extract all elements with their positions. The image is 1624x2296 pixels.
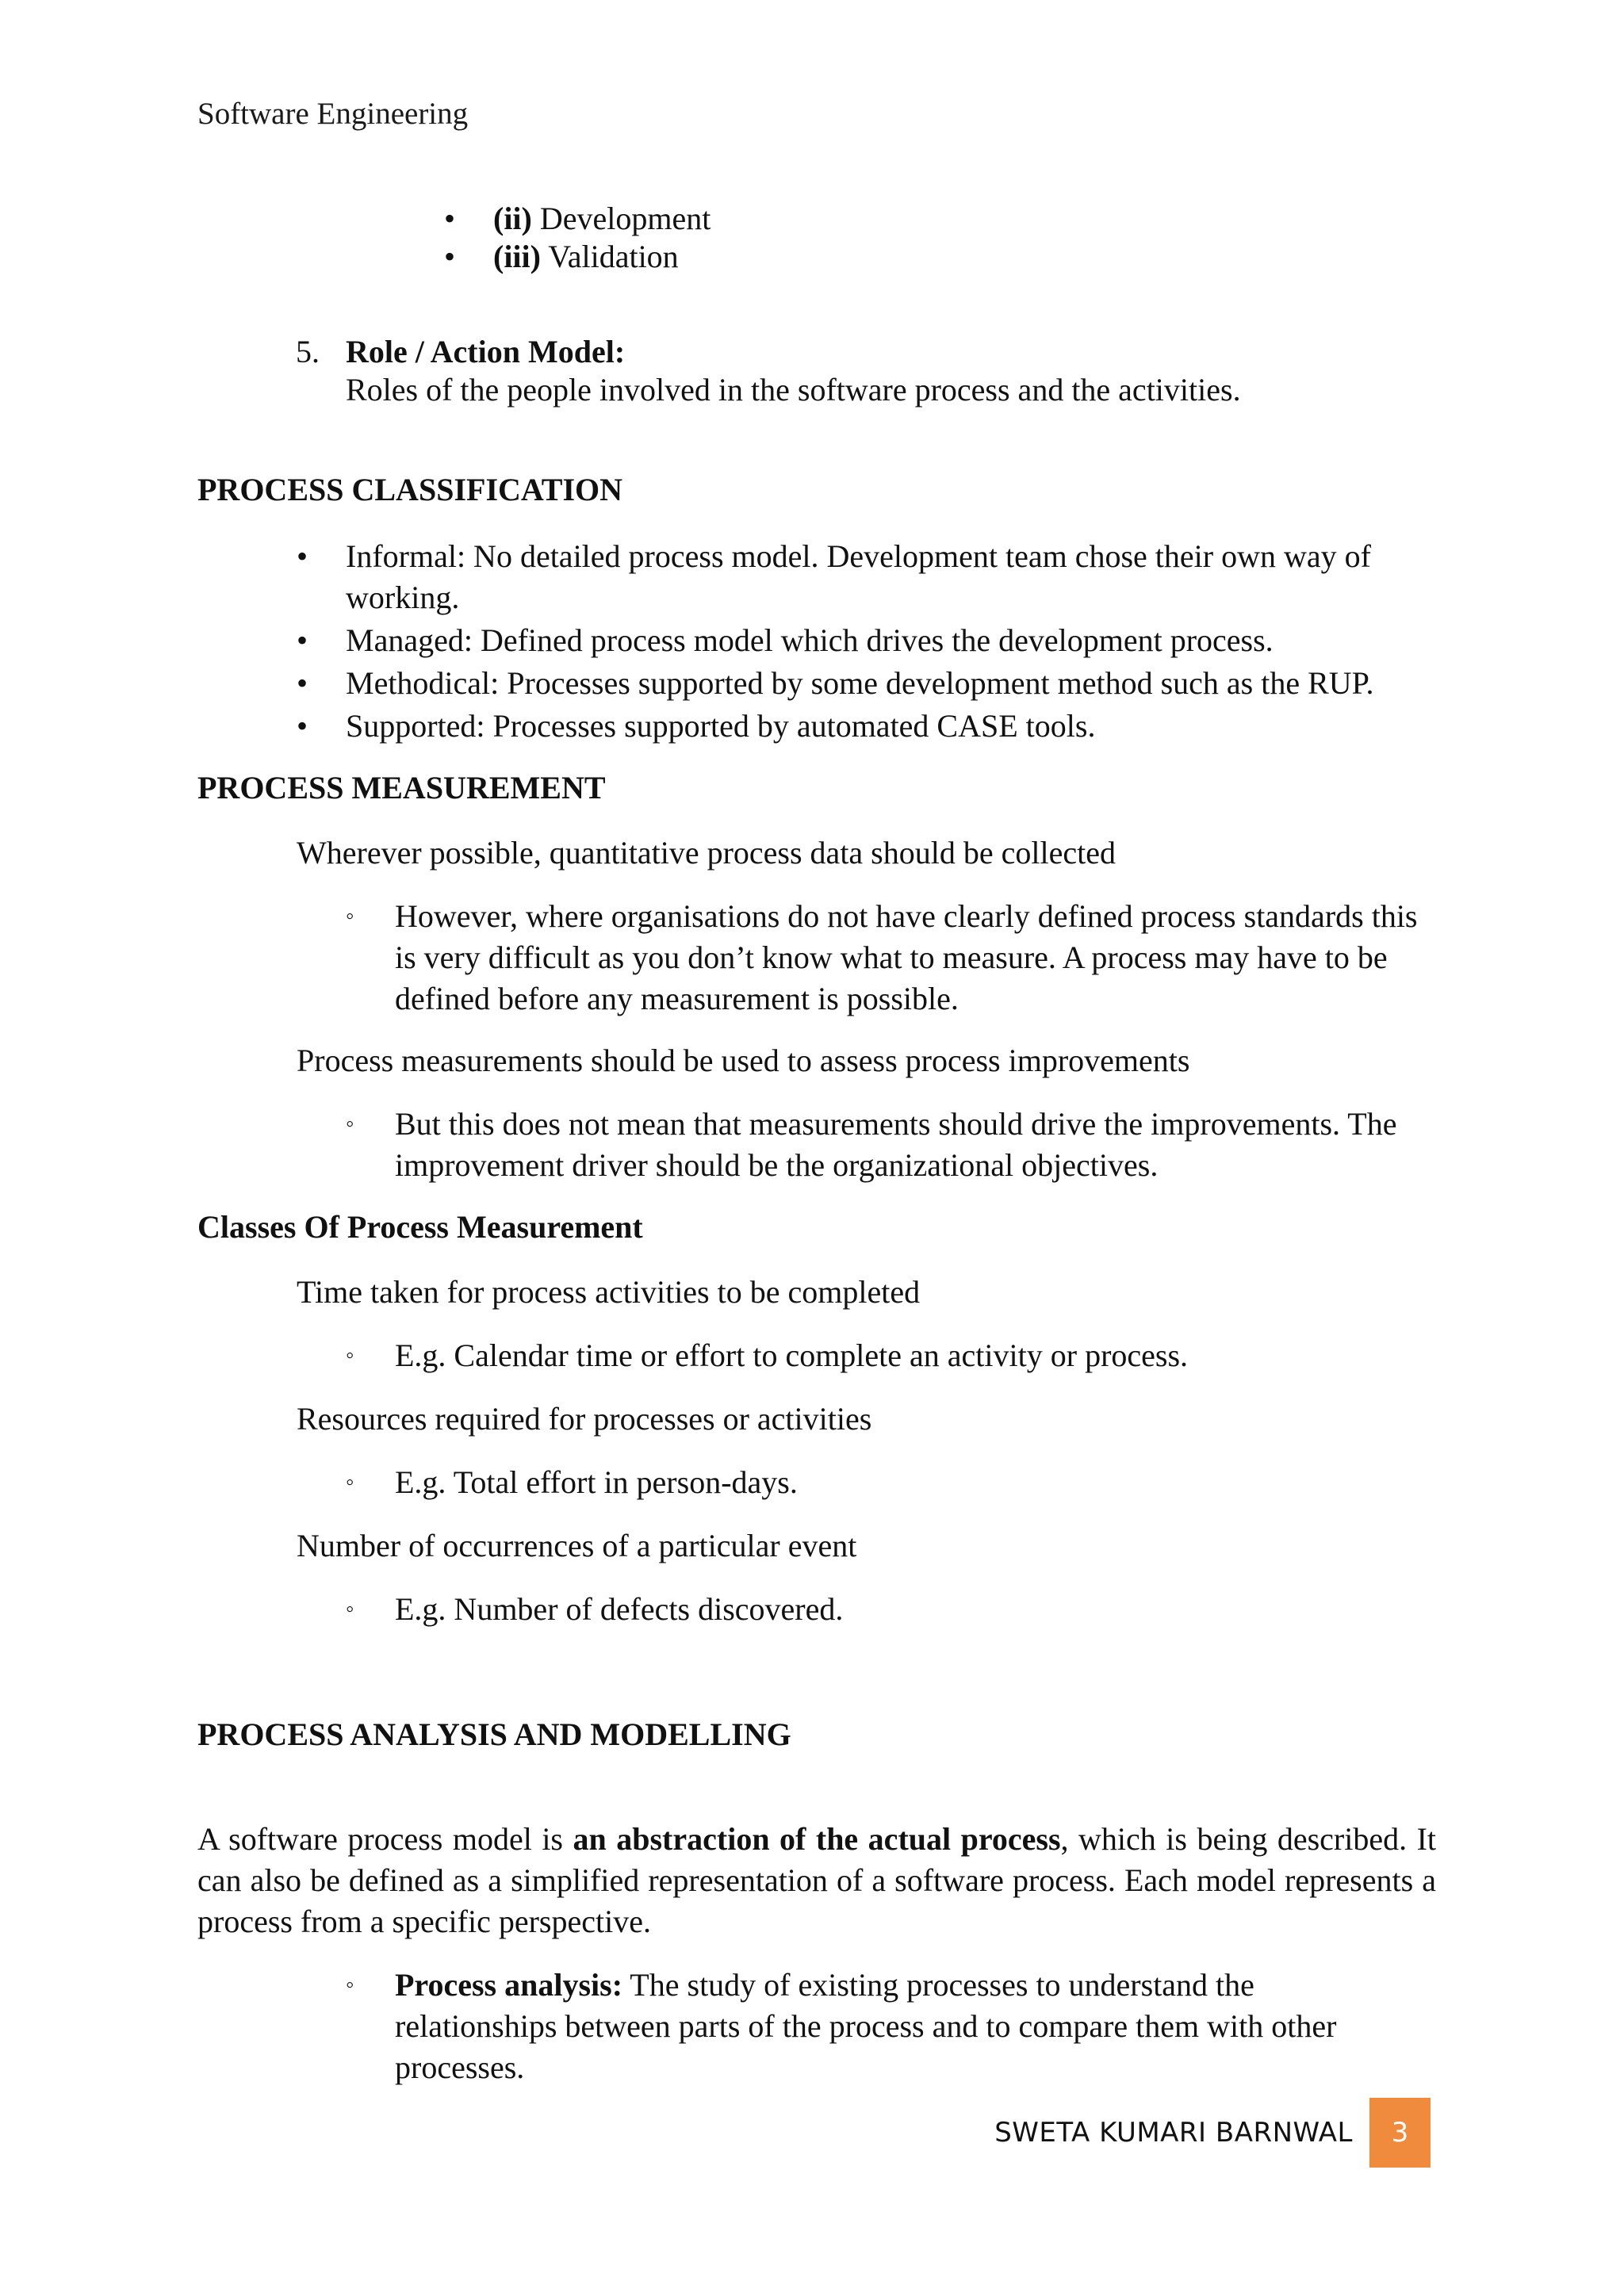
paragraph: Number of occurrences of a particular event: [297, 1528, 857, 1563]
bullet-icon: •: [444, 201, 456, 236]
list-item: Methodical: Processes supported by some development method such as the RUP.: [346, 665, 1374, 701]
list-item: Informal: No detailed process model. Development team chose their own way of working.: [346, 538, 1371, 615]
bullet-icon: •: [297, 622, 308, 658]
circle-bullet-icon: ◦: [346, 1972, 354, 1998]
list-item: (iii) Validation: [493, 239, 679, 274]
bullet-icon: •: [297, 538, 308, 574]
circle-bullet-icon: ◦: [346, 1469, 354, 1495]
list-item: (ii) Development: [493, 201, 711, 236]
list-item: Managed: Defined process model which drives the development process.: [346, 622, 1274, 658]
section-heading: PROCESS MEASUREMENT: [197, 770, 606, 806]
list-item: E.g. Number of defects discovered.: [395, 1591, 844, 1627]
bullet-icon: •: [297, 708, 308, 744]
paragraph: Process measurements should be used to assess process improvements: [297, 1043, 1190, 1078]
numbered-item-number: 5.: [296, 334, 320, 369]
list-item: Supported: Processes supported by automated CASE tools.: [346, 708, 1096, 744]
circle-bullet-icon: ◦: [346, 903, 354, 929]
paragraph: Resources required for processes or activities: [297, 1401, 872, 1437]
numbered-item-text: Roles of the people involved in the software process and the activities.: [346, 372, 1241, 408]
page-number-badge: 3: [1369, 2098, 1431, 2168]
list-item: E.g. Calendar time or effort to complete an activity or process.: [395, 1337, 1189, 1373]
numbered-item-title: Role / Action Model:: [346, 334, 626, 369]
bullet-icon: •: [297, 665, 308, 701]
section-heading: Classes Of Process Measurement: [197, 1209, 643, 1245]
bullet-icon: •: [444, 239, 456, 274]
page-header: Software Engineering: [197, 97, 469, 131]
section-heading: PROCESS CLASSIFICATION: [197, 472, 623, 507]
list-item: Process analysis: The study of existing processes to understand the relationships between parts of the process and to compare them with other processes.: [395, 1967, 1337, 2085]
paragraph: Wherever possible, quantitative process data should be collected: [297, 835, 1116, 871]
list-item: However, where organisations do not have clearly defined process standards this is very difficult as you don’t know what to measure. A process may have to be defined before any measurement is possible.: [395, 898, 1418, 1016]
section-heading: PROCESS ANALYSIS AND MODELLING: [197, 1716, 791, 1752]
circle-bullet-icon: ◦: [346, 1596, 354, 1622]
circle-bullet-icon: ◦: [346, 1111, 354, 1137]
paragraph: A software process model is an abstraction of the actual process, which is being described. It can also be defined as a simplified representation of a software process. Each model represents a process from a specific perspective.: [197, 1821, 1437, 1939]
list-item: E.g. Total effort in person-days.: [395, 1464, 798, 1500]
paragraph: Time taken for process activities to be completed: [297, 1274, 921, 1310]
list-item: But this does not mean that measurements should drive the improvements. The improvement driver should be the organizational objectives.: [395, 1106, 1397, 1183]
circle-bullet-icon: ◦: [346, 1342, 354, 1368]
footer-author: SWETA KUMARI BARNWAL: [994, 2117, 1353, 2149]
